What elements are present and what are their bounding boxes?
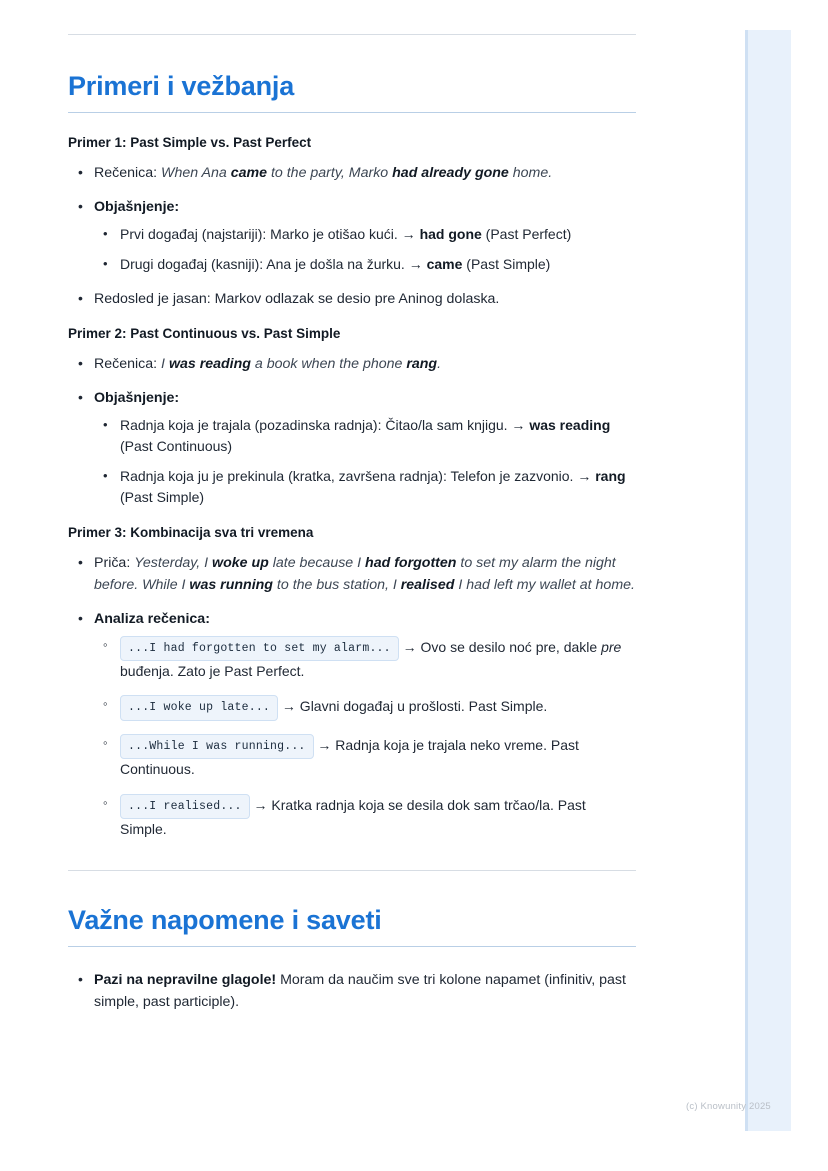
code-snippet: ...I had forgotten to set my alarm... — [120, 636, 399, 661]
sentence-bold-2: rang — [406, 355, 438, 372]
sentence-bold-2: had already gone — [392, 165, 509, 182]
sentence-part-3: home. — [508, 165, 553, 182]
story-label: Priča: — [94, 554, 131, 571]
example-3-heading: Primer 3: Kombinacija sva tri vremena — [68, 524, 314, 540]
analysis-label: Analiza rečenica: — [94, 610, 210, 627]
sentence-label: Rečenica: — [94, 355, 158, 372]
list-item — [68, 608, 636, 841]
sentence-label: Rečenica: — [94, 165, 158, 182]
list-item — [94, 466, 636, 509]
sentence-part-3: . — [437, 355, 442, 372]
story-part-5: I had left my wallet at home. — [454, 576, 635, 593]
story-part-3: to set my alarm the night before. While I — [94, 554, 616, 593]
sentence-part-2: a book when the phone — [250, 355, 407, 372]
note-rest: Moram da naučim sve tri kolone napamet (infinitiv, past simple, past participle). — [94, 972, 626, 1011]
story-bold-4: realised — [400, 576, 455, 593]
code-snippet: ...I woke up late... — [120, 695, 278, 720]
document-content — [68, 34, 636, 1029]
sentence-part-1: When Ana — [161, 165, 231, 182]
point-post: (Past Perfect) — [481, 226, 572, 243]
top-divider — [68, 34, 636, 35]
explanation-label: Objašnjenje: — [94, 389, 180, 406]
list-item — [94, 415, 636, 458]
watermark: (c) Knowunity 2025 — [686, 1101, 771, 1112]
code-snippet: ...I realised... — [120, 794, 250, 819]
list-item — [68, 552, 636, 596]
list-item — [68, 969, 636, 1013]
section-2-title: Važne napomene i saveti — [68, 905, 382, 936]
story-part-2: late because I — [268, 554, 366, 571]
story-bold-1: woke up — [212, 554, 269, 571]
point-bold: was reading — [529, 416, 611, 433]
example-2-sublist — [94, 415, 636, 509]
analysis-italic: pre — [601, 638, 622, 655]
right-margin-edge — [745, 30, 748, 1131]
point-bold: rang — [595, 468, 626, 485]
analysis-pre: → Kratka radnja koja se desila dok sam trčao/la. Past Simple. — [120, 796, 586, 838]
right-margin-strip — [745, 30, 791, 1131]
sentence-part-2: to the party, Marko — [267, 165, 393, 182]
list-item — [68, 353, 636, 375]
story-part-4: to the bus station, I — [272, 576, 401, 593]
list-item — [94, 734, 636, 781]
analysis-pre: → Radnja koja je trajala neko vreme. Past Continuous. — [120, 736, 579, 778]
point-pre: Prvi događaj (najstariji): Marko je otišao kući. → — [120, 226, 420, 243]
point-pre: Radnja koja ju je prekinula (kratka, završena radnja): Telefon je zazvonio. → — [120, 468, 596, 485]
example-1-list — [68, 162, 636, 310]
list-item: • Redosled je jasan: Markov odlazak se desio pre Aninog dolaska. — [68, 288, 636, 310]
section-2-list — [68, 969, 636, 1013]
example-3-list — [68, 552, 636, 841]
example-2-heading: Primer 2: Past Continuous vs. Past Simple — [68, 325, 341, 341]
analysis-pre: → Ovo se desilo noć pre, dakle — [398, 638, 602, 655]
section-divider — [68, 870, 636, 871]
list-item — [94, 254, 636, 275]
analysis-post: buđenja. Zato je Past Perfect. — [120, 663, 305, 680]
page-title: Primeri i vežbanja — [68, 71, 295, 101]
section-2-underline — [68, 946, 636, 947]
analysis-list — [94, 636, 636, 841]
example-1-heading: Primer 1: Past Simple vs. Past Perfect — [68, 135, 312, 151]
example-1-sublist — [94, 224, 636, 276]
list-item — [68, 196, 636, 276]
point-bold: came — [426, 256, 463, 273]
analysis-pre: → Glavni događaj u prošlosti. Past Simple. — [278, 698, 548, 715]
point-pre: Drugi događaj (kasniji): Ana je došla na žurku. → — [120, 256, 427, 273]
example-2-list — [68, 353, 636, 509]
code-snippet: ...While I was running... — [120, 734, 314, 759]
title-underline — [68, 112, 636, 113]
point-post: (Past Simple) — [462, 256, 551, 273]
story-bold-3: was running — [189, 576, 273, 593]
story-bold-2: had forgotten — [365, 554, 457, 571]
explanation-label: Objašnjenje: — [94, 199, 180, 216]
list-item — [94, 636, 636, 683]
point-pre: Radnja koja je trajala (pozadinska radnja): Čitao/la sam knjigu. → — [120, 416, 530, 433]
list-item — [68, 162, 636, 184]
point-post: (Past Simple) — [120, 489, 205, 506]
list-item — [94, 224, 636, 245]
sentence-bold-1: came — [230, 165, 268, 182]
point-bold: had gone — [419, 226, 482, 243]
point-post: (Past Continuous) — [120, 437, 233, 454]
sentence-bold-1: was reading — [168, 355, 251, 372]
list-item — [94, 794, 636, 841]
sentence-part-1: I — [161, 355, 169, 372]
list-item — [68, 387, 636, 509]
list-item — [94, 695, 636, 720]
note-bold: Pazi na nepravilne glagole! — [94, 972, 277, 989]
story-part-1: Yesterday, I — [134, 554, 213, 571]
